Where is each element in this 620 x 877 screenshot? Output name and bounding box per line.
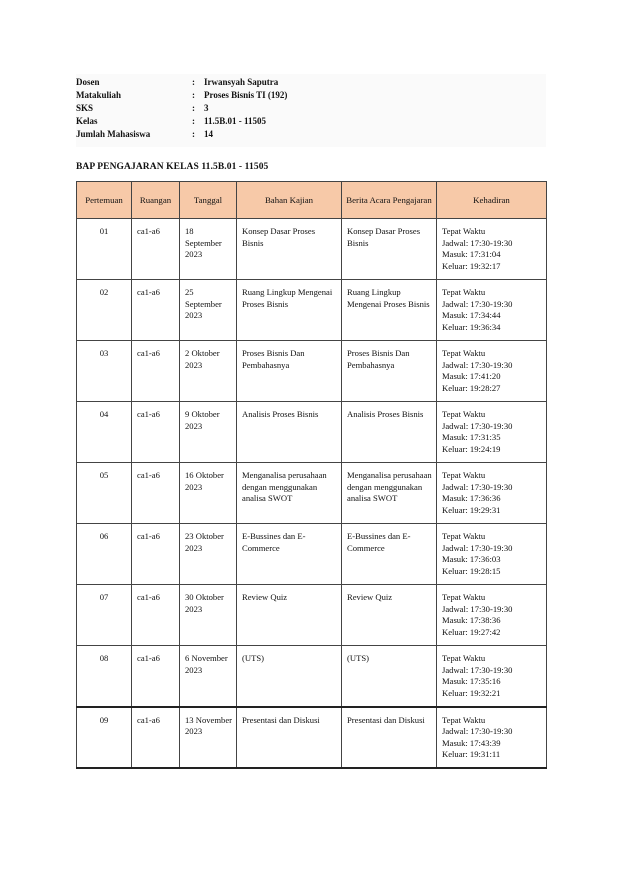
kehadiran-jadwal: Jadwal: 17:30-19:30 [442,359,513,370]
header-kehadiran: Kehadiran [437,182,547,219]
cell-pertemuan: 05 [77,463,132,524]
cell-berita-acara: Analisis Proses Bisnis [342,402,437,463]
header-pertemuan: Pertemuan [77,182,132,219]
cell-pertemuan: 06 [77,524,132,585]
kehadiran-status: Tepat Waktu [442,409,486,419]
cell-tanggal: 18 September 2023 [180,219,237,280]
table-row [77,646,547,707]
kehadiran-status: Tepat Waktu [442,287,486,297]
cell-ruangan: ca1-a6 [132,646,180,707]
kehadiran-status: Tepat Waktu [442,348,486,358]
kehadiran-jadwal: Jadwal: 17:30-19:30 [442,664,513,675]
table-row [77,524,547,585]
table-row [77,280,547,341]
kehadiran-status: Tepat Waktu [442,653,486,663]
cell-ruangan: ca1-a6 [132,341,180,402]
header-bahan-kajian: Bahan Kajian [237,182,342,219]
cell-tanggal: 6 November 2023 [180,646,237,707]
cell-tanggal: 2 Oktober 2023 [180,341,237,402]
cell-pertemuan: 03 [77,341,132,402]
kehadiran-masuk: Masuk: 17:43:39 [442,737,501,748]
cell-ruangan: ca1-a6 [132,402,180,463]
kehadiran-jadwal: Jadwal: 17:30-19:30 [442,603,513,614]
kehadiran-masuk: Masuk: 17:35:16 [442,676,501,686]
kehadiran-status: Tepat Waktu [442,592,486,602]
kehadiran-jadwal: Jadwal: 17:30-19:30 [442,542,513,553]
cell-bahan-kajian: (UTS) [237,646,342,707]
cell-berita-acara: Konsep Dasar Proses Bisnis [342,219,437,280]
cell-berita-acara: E-Bussines dan E-Commerce [342,524,437,585]
info-label: Jumlah Mahasiswa [76,129,151,139]
kehadiran-jadwal: Jadwal: 17:30-19:30 [442,420,513,431]
kehadiran-masuk: Masuk: 17:36:36 [442,493,501,503]
kehadiran-jadwal: Jadwal: 17:30-19:30 [442,237,513,248]
kehadiran-jadwal: Jadwal: 17:30-19:30 [442,298,513,309]
kehadiran-keluar: Keluar: 19:32:17 [442,260,501,271]
cell-bahan-kajian: Presentasi dan Diskusi [237,707,342,768]
cell-kehadiran [437,707,547,768]
cell-kehadiran [437,463,547,524]
bap-table [76,181,547,769]
cell-berita-acara: Proses Bisnis Dan Pembahasnya [342,341,437,402]
cell-bahan-kajian: Review Quiz [237,585,342,646]
info-value: Irwansyah Saputra [204,77,279,87]
info-label: Matakuliah [76,90,122,100]
table-row [77,341,547,402]
info-label: SKS [76,103,94,113]
info-separator: : [192,116,195,126]
kehadiran-masuk: Masuk: 17:31:04 [442,249,501,259]
info-label: Dosen [76,77,100,87]
cell-berita-acara: Presentasi dan Diskusi [342,707,437,768]
cell-tanggal: 9 Oktober 2023 [180,402,237,463]
info-separator: : [192,77,195,87]
table-row [77,707,547,768]
cell-bahan-kajian: Menganalisa perusahaan dengan menggunakan analisa SWOT [237,463,342,524]
cell-pertemuan: 02 [77,280,132,341]
kehadiran-keluar: Keluar: 19:24:19 [442,443,501,454]
kehadiran-keluar: Keluar: 19:31:11 [442,749,501,759]
kehadiran-keluar: Keluar: 19:32:21 [442,687,501,698]
info-value: 14 [204,129,213,139]
table-row [77,585,547,646]
cell-tanggal: 30 Oktober 2023 [180,585,237,646]
cell-pertemuan: 07 [77,585,132,646]
cell-tanggal: 23 Oktober 2023 [180,524,237,585]
header-berita-acara: Berita Acara Pengajaran [342,182,437,219]
kehadiran-status: Tepat Waktu [442,531,486,541]
kehadiran-jadwal: Jadwal: 17:30-19:30 [442,481,513,492]
cell-bahan-kajian: Analisis Proses Bisnis [237,402,342,463]
cell-ruangan: ca1-a6 [132,219,180,280]
info-separator: : [192,90,195,100]
cell-kehadiran [437,219,547,280]
cell-kehadiran [437,524,547,585]
cell-berita-acara: Ruang Lingkup Mengenai Proses Bisnis [342,280,437,341]
kehadiran-masuk: Masuk: 17:34:44 [442,310,501,320]
cell-bahan-kajian: E-Bussines dan E-Commerce [237,524,342,585]
cell-kehadiran [437,585,547,646]
kehadiran-keluar: Keluar: 19:28:15 [442,565,501,576]
cell-bahan-kajian: Konsep Dasar Proses Bisnis [237,219,342,280]
info-row-dosen [76,76,546,89]
info-row-sks [76,102,546,115]
kehadiran-keluar: Keluar: 19:36:34 [442,321,501,332]
cell-berita-acara: Review Quiz [342,585,437,646]
info-label: Kelas [76,116,98,126]
cell-bahan-kajian: Proses Bisnis Dan Pembahasnya [237,341,342,402]
cell-ruangan: ca1-a6 [132,280,180,341]
table-row [77,219,547,280]
info-row-matakuliah [76,89,546,102]
cell-ruangan: ca1-a6 [132,463,180,524]
kehadiran-jadwal: Jadwal: 17:30-19:30 [442,726,513,736]
info-row-kelas [76,115,546,128]
table-row [77,402,547,463]
info-value: Proses Bisnis TI (192) [204,90,288,100]
cell-ruangan: ca1-a6 [132,524,180,585]
kehadiran-masuk: Masuk: 17:38:36 [442,615,501,625]
course-info [76,74,546,147]
info-separator: : [192,129,195,139]
cell-berita-acara: Menganalisa perusahaan dengan menggunakan analisa SWOT [342,463,437,524]
header-tanggal: Tanggal [180,182,237,219]
table-header-row [77,182,547,219]
info-value: 11.5B.01 - 11505 [204,116,267,126]
kehadiran-masuk: Masuk: 17:41:20 [442,371,501,381]
kehadiran-keluar: Keluar: 19:29:31 [442,504,501,515]
page-title: BAP PENGAJARAN KELAS 11.5B.01 - 11505 [76,162,269,172]
cell-ruangan: ca1-a6 [132,585,180,646]
cell-pertemuan: 09 [77,707,132,768]
kehadiran-masuk: Masuk: 17:36:03 [442,554,501,564]
cell-tanggal: 13 November 2023 [180,707,237,768]
cell-pertemuan: 08 [77,646,132,707]
kehadiran-status: Tepat Waktu [442,470,486,480]
cell-kehadiran [437,646,547,707]
cell-tanggal: 25 September 2023 [180,280,237,341]
cell-berita-acara: (UTS) [342,646,437,707]
kehadiran-masuk: Masuk: 17:31:35 [442,432,501,442]
cell-kehadiran [437,341,547,402]
cell-bahan-kajian: Ruang Lingkup Mengenai Proses Bisnis [237,280,342,341]
cell-ruangan: ca1-a6 [132,707,180,768]
header-ruangan: Ruangan [132,182,180,219]
kehadiran-status: Tepat Waktu [442,714,486,725]
info-value: 3 [204,103,209,113]
info-row-jumlah-mahasiswa [76,128,546,141]
cell-pertemuan: 04 [77,402,132,463]
cell-kehadiran [437,402,547,463]
table-row [77,463,547,524]
kehadiran-status: Tepat Waktu [442,226,486,236]
info-separator: : [192,103,195,113]
kehadiran-keluar: Keluar: 19:28:27 [442,382,501,393]
cell-pertemuan: 01 [77,219,132,280]
kehadiran-keluar: Keluar: 19:27:42 [442,626,501,637]
cell-kehadiran [437,280,547,341]
cell-tanggal: 16 Oktober 2023 [180,463,237,524]
